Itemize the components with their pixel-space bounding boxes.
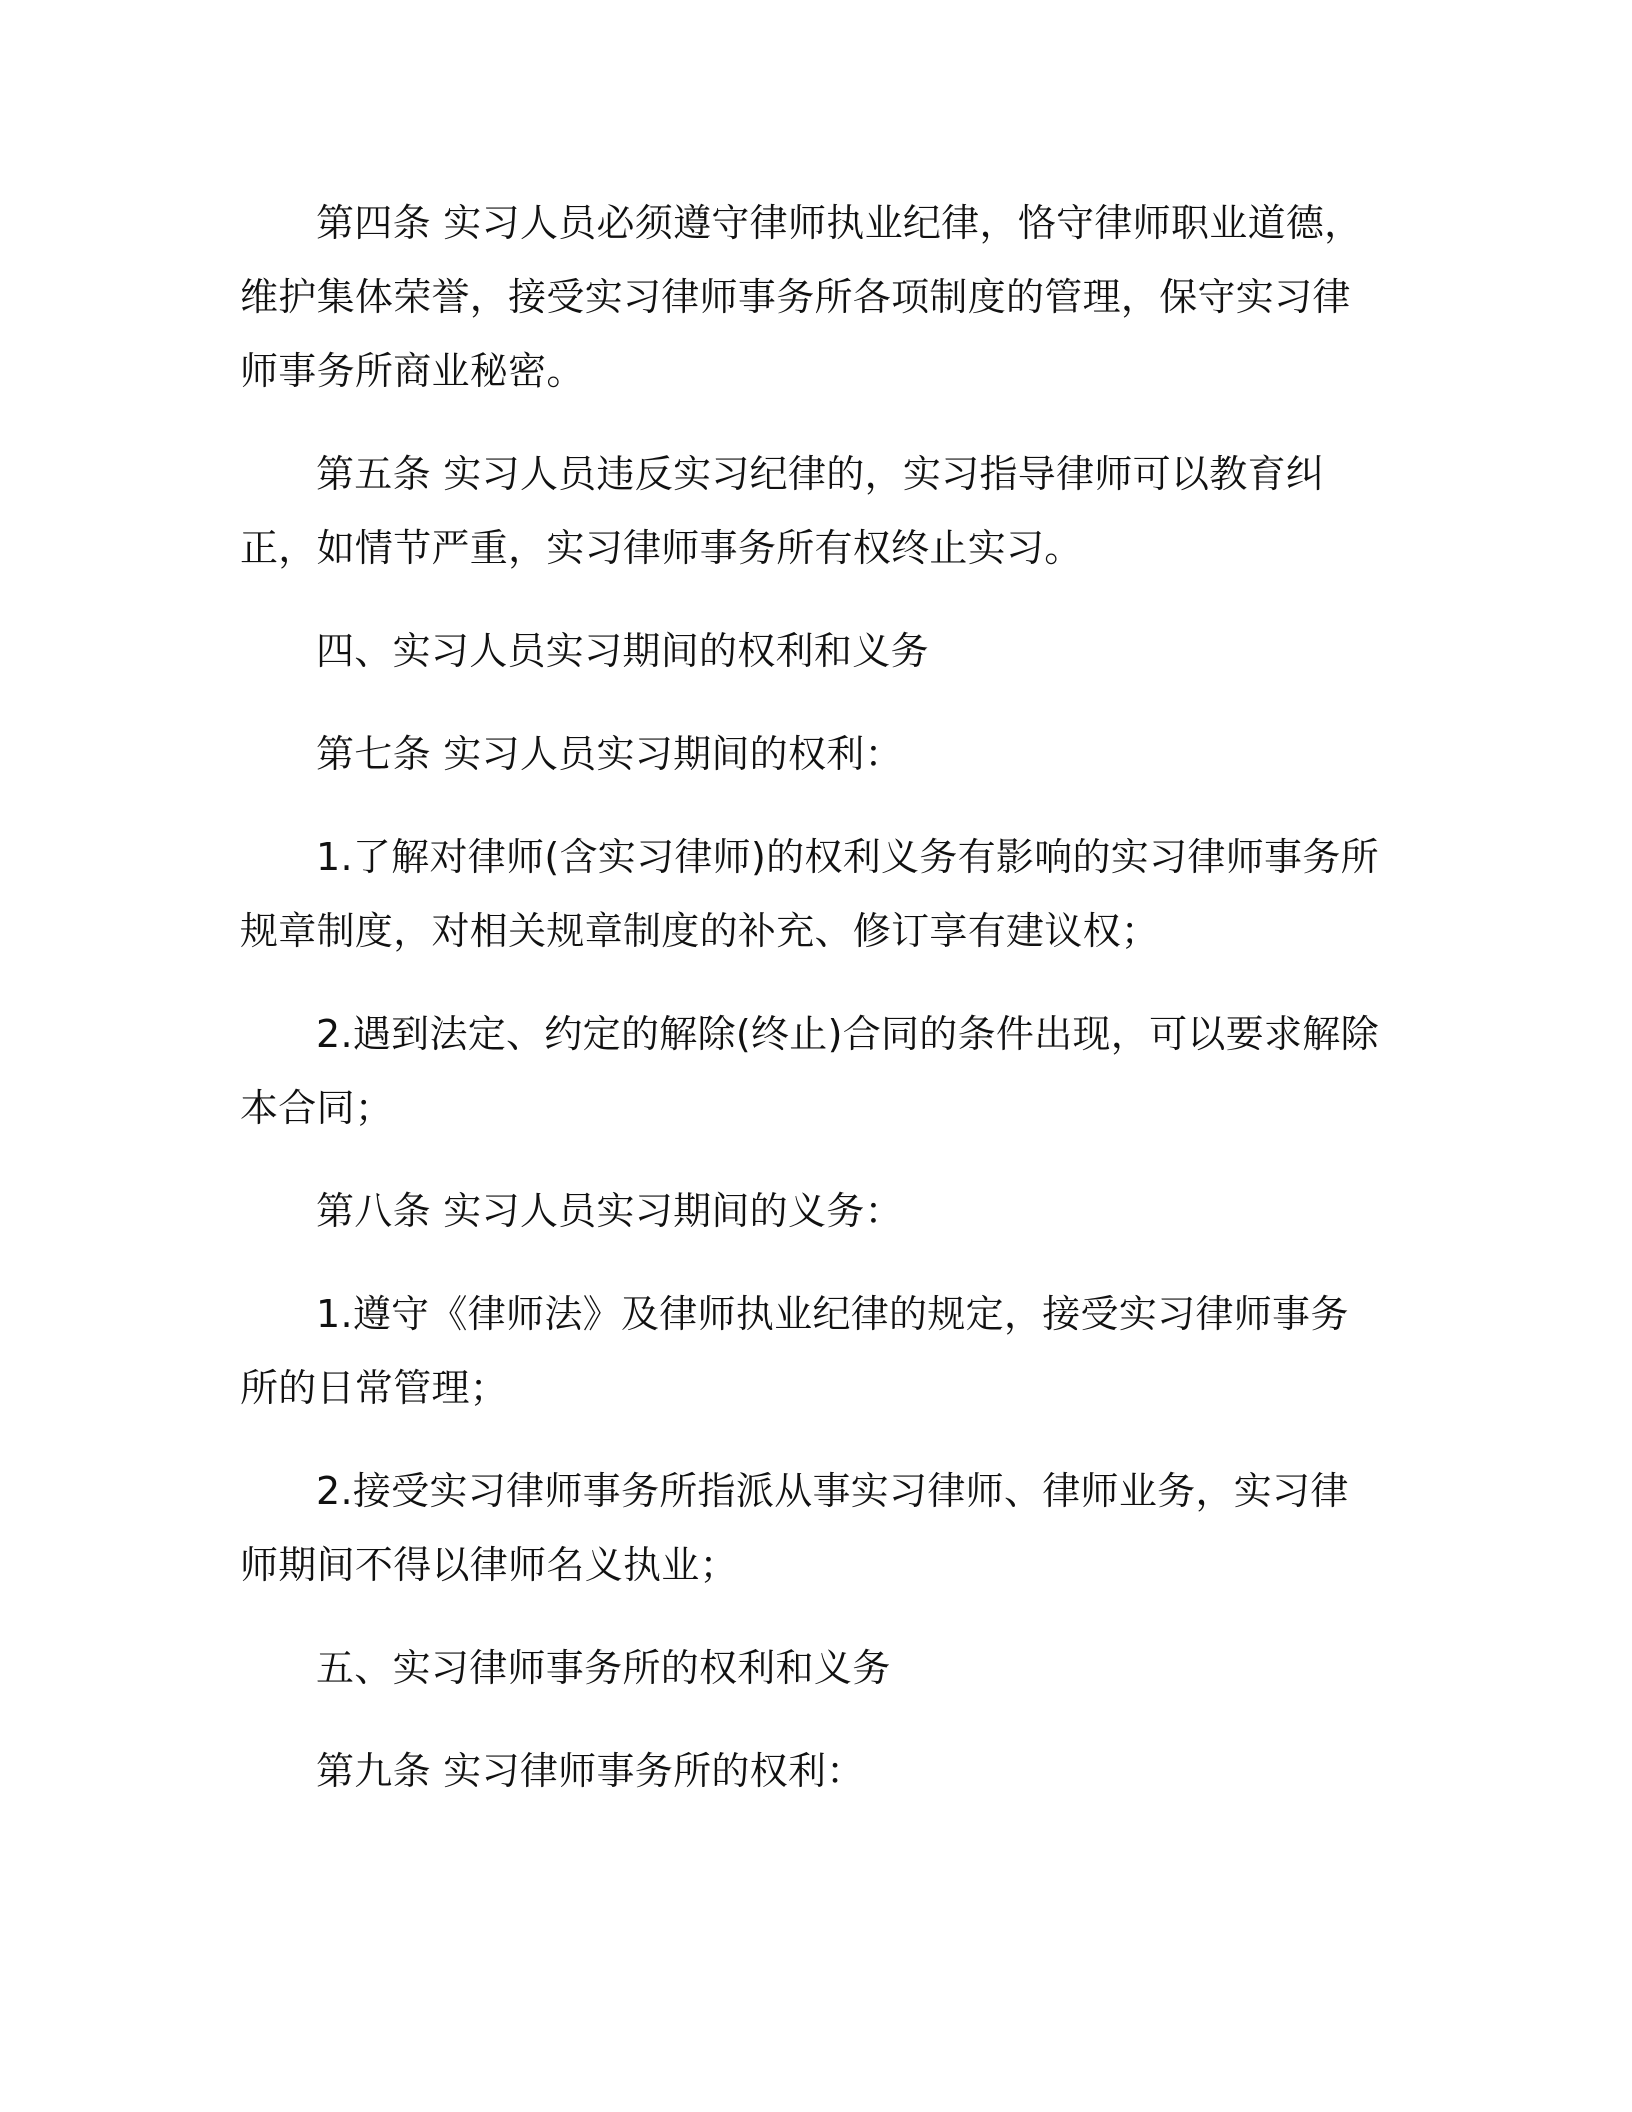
article-8-item-2: 2.接受实习律师事务所指派从事实习律师、律师业务，实习律师期间不得以律师名义执业； (240, 1469, 1349, 1587)
article-7-paragraph: 第七条 实习人员实习期间的权利： (316, 732, 903, 776)
article-8-item-1: 1.遵守《律师法》及律师执业纪律的规定，接受实习律师事务所的日常管理； (240, 1292, 1349, 1410)
article-4-paragraph: 第四条 实习人员必须遵守律师执业纪律，恪守律师职业道德，维护集体荣誉，接受实习律师事务所各项制度的管理，保守实习律师事务所商业秘密。 (240, 201, 1363, 393)
article-5-paragraph: 第五条 实习人员违反实习纪律的，实习指导律师可以教育纠正，如情节严重，实习律师事务所有权终止实习。 (240, 452, 1325, 570)
document-body (240, 186, 1382, 1837)
section-4-heading: 四、实习人员实习期间的权利和义务 (316, 629, 929, 673)
article-8-paragraph: 第八条 实习人员实习期间的义务： (316, 1189, 903, 1233)
section-5-heading: 五、实习律师事务所的权利和义务 (316, 1646, 891, 1690)
article-9-paragraph: 第九条 实习律师事务所的权利： (316, 1749, 865, 1793)
article-7-item-2: 2.遇到法定、约定的解除(终止)合同的条件出现，可以要求解除本合同； (240, 1012, 1379, 1130)
article-7-item-1: 1.了解对律师(含实习律师)的权利义务有影响的实习律师事务所规章制度，对相关规章制度的补充、修订享有建议权； (240, 835, 1379, 953)
